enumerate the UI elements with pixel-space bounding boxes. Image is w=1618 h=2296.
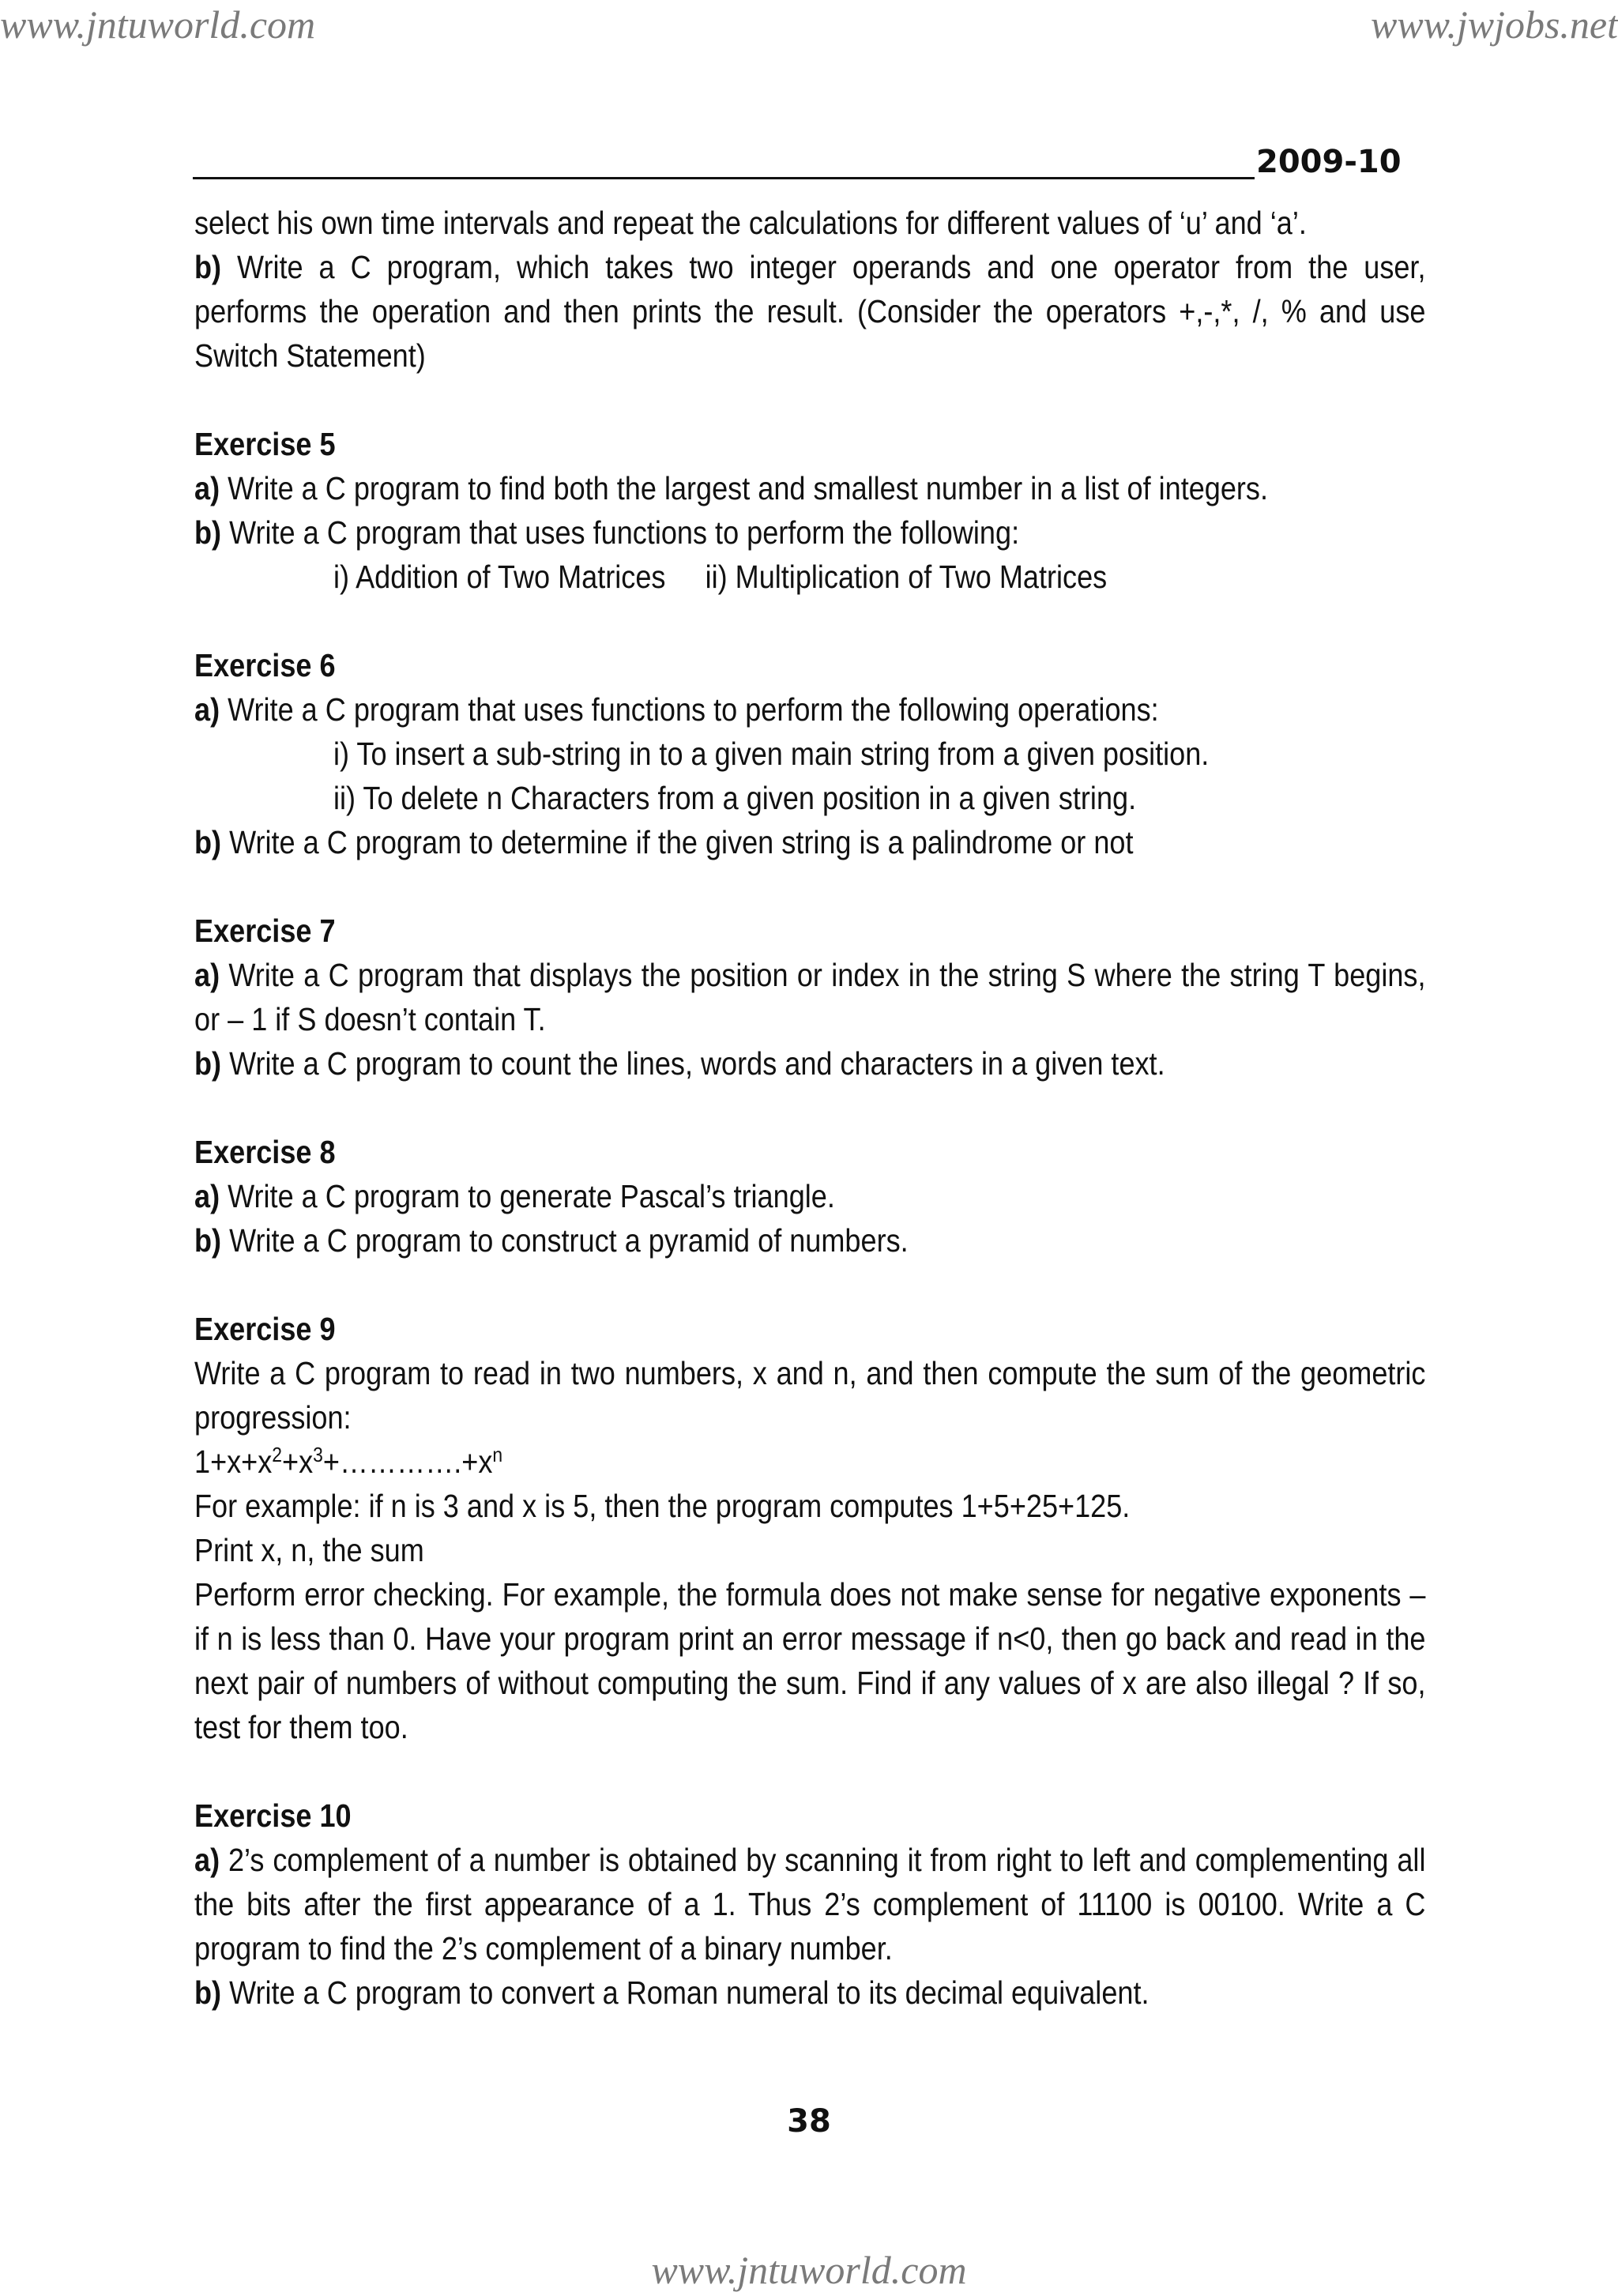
watermark-top-left: www.jntuworld.com [0,2,316,47]
exercise-6-sub-item-2: ii) To delete n Characters from a given position in a given string. [333,780,1137,816]
exercise-7-part-a [194,953,1425,1041]
part-label: a) [194,691,220,728]
header-year: 2009-10 [1256,144,1402,180]
formula-exponent: n [492,1443,503,1466]
exercise-5-part-a [194,466,1425,510]
part-text: Write a C program that displays the position or index in the string S where the string T begins, or – 1 if S doesn’t contain T. [194,957,1426,1037]
intro-continuation: select his own time intervals and repeat the calculations for different values of ‘u’ and ‘a’. [194,205,1307,241]
part-text: Write a C program to generate Pascal’s triangle. [220,1178,835,1214]
exercise-7-part-b [194,1041,1425,1086]
exercise-8-part-b [194,1218,1425,1263]
part-label: a) [194,1178,220,1214]
part-text: Write a C program to find both the largest and smallest number in a list of integers. [220,470,1269,506]
exercise-6-sub-item-1: i) To insert a sub-string in to a given main string from a given position. [333,736,1210,772]
exercise-9-paragraph-2: For example: if n is 3 and x is 5, then the program computes 1+5+25+125. [194,1488,1131,1524]
part-text: 2’s complement of a number is obtained by scanning it from right to left and complementing all the bits after the first appearance of a 1. Thus 2’s complement of 11100 is 00100. Write a C program to find the 2’s complement of a binary number. [194,1842,1426,1967]
exercise-9-title: Exercise 9 [194,1311,336,1347]
exercise-5-title: Exercise 5 [194,426,336,462]
exercise-9-paragraph-1: Write a C program to read in two numbers, x and n, and then compute the sum of the geometric progression: [194,1355,1426,1436]
exercise-5-sub-items: i) Addition of Two Matrices ii) Multiplication of Two Matrices [333,559,1108,595]
part-label: b) [194,514,222,551]
part-label: b) [194,1045,222,1082]
part-text: Write a C program that uses functions to perform the following: [221,514,1020,551]
watermark-top-right: www.jwjobs.net [1370,2,1618,47]
formula-part: 1+x+x [194,1443,273,1480]
formula-part: +………….+x [322,1443,493,1480]
formula-exponent: 2 [272,1443,283,1466]
part-label: a) [194,957,220,993]
part-text: Write a C program to count the lines, words and characters in a given text. [221,1045,1165,1082]
watermark-bottom: www.jntuworld.com [651,2248,967,2292]
part-text: Write a C program to convert a Roman numeral to its decimal equivalent. [221,1974,1150,2011]
exercise-8-title: Exercise 8 [194,1134,336,1170]
formula-part: +x [282,1443,314,1480]
exercise-7-title: Exercise 7 [194,913,336,949]
exercise-9-paragraph-3: Print x, n, the sum [194,1532,424,1568]
part-text: Write a C program that uses functions to perform the following operations: [220,691,1159,728]
header-rule [193,177,1255,179]
exercise-9-formula [194,1440,1425,1484]
part-text: Write a C program, which takes two integer operands and one operator from the user, performs the operation and then prints the result. (Consider the operators +,-,*, /, % and use Switch Statement) [194,249,1426,374]
page-number: 38 [787,2103,831,2140]
exercise-6-part-a [194,687,1425,732]
part-label: a) [194,470,220,506]
exercise-10-part-b [194,1970,1425,2015]
exercise-10-title: Exercise 10 [194,1797,352,1834]
formula-exponent: 3 [313,1443,323,1466]
part-label: b) [194,1974,222,2011]
exercise-9-paragraph-4: Perform error checking. For example, the formula does not make sense for negative exponents – if n is less than 0. Have your program print an error message if n<0, then go back and read in the next pair of numbers of without computing the sum. Find if any values of x are also illegal ? If so, test for them too. [194,1576,1426,1745]
exercise-10-part-a [194,1838,1425,1970]
part-text: Write a C program to determine if the given string is a palindrome or not [221,824,1134,860]
part-label: b) [194,1222,222,1259]
exercise-5-part-b [194,510,1425,555]
exercise-6-title: Exercise 6 [194,647,336,683]
part-label: b) [194,824,222,860]
page-header [193,142,1402,182]
page-content [194,201,1425,2015]
part-text: Write a C program to construct a pyramid of numbers. [221,1222,909,1259]
exercise-6-part-b [194,820,1425,864]
part-label: b) [194,249,222,285]
part-label: a) [194,1842,220,1878]
exercise-8-part-a [194,1174,1425,1218]
intro-part-b [194,245,1425,378]
